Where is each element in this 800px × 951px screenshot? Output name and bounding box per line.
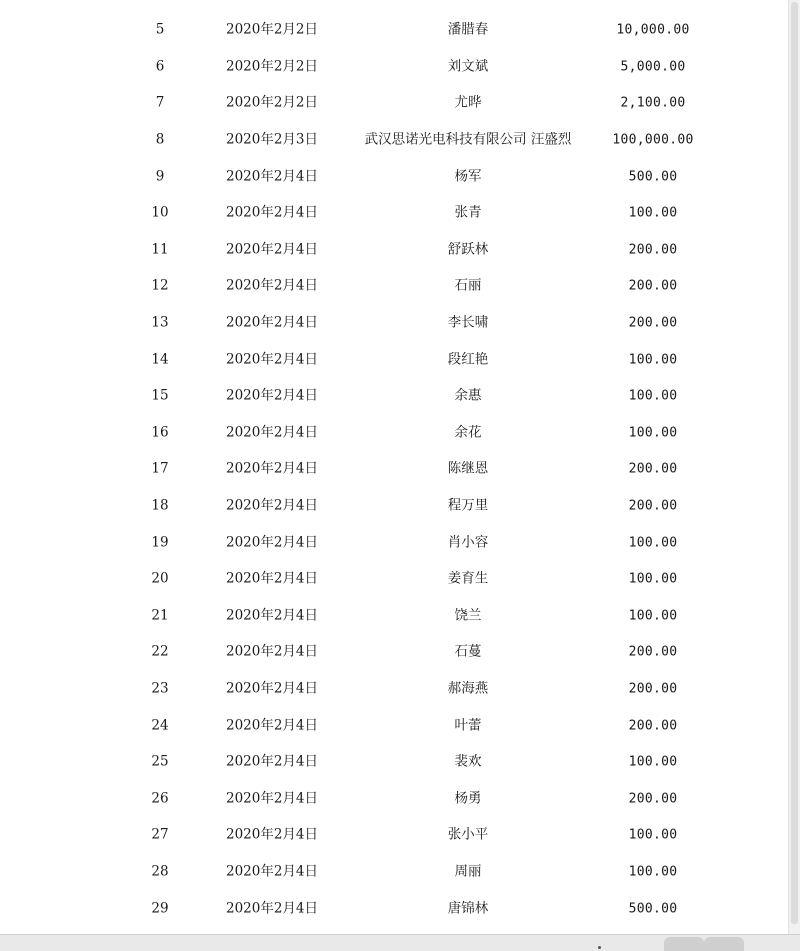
row-number: 10 — [151, 204, 169, 221]
row-amount: 200.00 — [628, 681, 678, 697]
row-number: 7 — [155, 94, 165, 111]
row-amount: 500.00 — [628, 169, 678, 185]
table-row — [0, 524, 788, 561]
row-date: 2020年2月4日 — [225, 497, 319, 514]
row-donor-name: 周丽 — [454, 863, 482, 880]
row-donor-name: 舒跃林 — [447, 241, 489, 258]
row-donor-name: 李长啸 — [447, 314, 489, 331]
row-donor-name: 潘腊春 — [447, 21, 489, 38]
row-date: 2020年2月4日 — [225, 716, 319, 733]
row-date: 2020年2月4日 — [225, 607, 319, 624]
table-row — [0, 634, 788, 671]
row-donor-name: 程万里 — [447, 497, 489, 514]
row-date: 2020年2月2日 — [225, 94, 319, 111]
row-date: 2020年2月4日 — [225, 167, 319, 184]
table-row — [0, 195, 788, 232]
row-number: 22 — [151, 643, 169, 660]
row-amount: 200.00 — [628, 315, 678, 331]
row-amount: 200.00 — [628, 278, 678, 294]
row-amount: 100.00 — [628, 608, 678, 624]
row-date: 2020年2月4日 — [225, 424, 319, 441]
row-date: 2020年2月4日 — [225, 680, 319, 697]
row-donor-name: 饶兰 — [454, 607, 482, 624]
row-date: 2020年2月3日 — [225, 131, 319, 148]
row-donor-name: 张青 — [454, 204, 482, 221]
row-donor-name: 刘文斌 — [447, 58, 489, 75]
table-row — [0, 85, 788, 122]
row-donor-name: 武汉思诺光电科技有限公司 汪盛烈 — [364, 131, 572, 148]
row-number: 9 — [155, 167, 165, 184]
table-row — [0, 854, 788, 891]
table-row — [0, 671, 788, 708]
row-number: 26 — [151, 790, 169, 807]
row-donor-name: 余惠 — [454, 387, 482, 404]
row-number: 13 — [151, 314, 169, 331]
table-row — [0, 817, 788, 854]
row-donor-name: 裴欢 — [454, 753, 482, 770]
table-row — [0, 780, 788, 817]
row-number: 28 — [151, 863, 169, 880]
row-date: 2020年2月4日 — [225, 826, 319, 843]
row-number: 18 — [151, 497, 169, 514]
row-donor-name: 石蔓 — [454, 643, 482, 660]
table-row — [0, 561, 788, 598]
table-row — [0, 707, 788, 744]
row-amount: 100.00 — [628, 827, 678, 843]
row-amount: 200.00 — [628, 242, 678, 258]
row-date: 2020年2月4日 — [225, 387, 319, 404]
row-number: 17 — [151, 460, 169, 477]
cursor-dot-icon — [598, 946, 601, 949]
row-date: 2020年2月4日 — [225, 790, 319, 807]
row-number: 14 — [151, 350, 169, 367]
table-row — [0, 158, 788, 195]
row-number: 27 — [151, 826, 169, 843]
row-amount: 200.00 — [628, 461, 678, 477]
row-amount: 200.00 — [628, 498, 678, 514]
table-row — [0, 12, 788, 49]
row-amount: 10,000.00 — [616, 22, 690, 38]
row-date: 2020年2月4日 — [225, 314, 319, 331]
row-number: 21 — [151, 607, 169, 624]
row-number: 8 — [155, 131, 165, 148]
row-number: 20 — [151, 570, 169, 587]
bottom-button-right[interactable] — [704, 937, 744, 951]
table-row — [0, 598, 788, 635]
row-number: 15 — [151, 387, 169, 404]
row-number: 29 — [151, 899, 169, 916]
row-date: 2020年2月4日 — [225, 899, 319, 916]
row-amount: 100.00 — [628, 388, 678, 404]
row-date: 2020年2月4日 — [225, 753, 319, 770]
row-amount: 100.00 — [628, 754, 678, 770]
row-date: 2020年2月4日 — [225, 863, 319, 880]
row-amount: 100.00 — [628, 535, 678, 551]
table-row — [0, 890, 788, 927]
table-row — [0, 341, 788, 378]
table-row — [0, 744, 788, 781]
row-number: 16 — [151, 424, 169, 441]
vertical-scrollbar[interactable] — [788, 0, 800, 934]
row-amount: 100.00 — [628, 571, 678, 587]
row-date: 2020年2月4日 — [225, 570, 319, 587]
row-date: 2020年2月2日 — [225, 58, 319, 75]
table-row — [0, 232, 788, 269]
row-date: 2020年2月4日 — [225, 241, 319, 258]
row-donor-name: 叶蕾 — [454, 716, 482, 733]
row-number: 23 — [151, 680, 169, 697]
row-amount: 200.00 — [628, 644, 678, 660]
row-date: 2020年2月4日 — [225, 277, 319, 294]
row-donor-name: 杨勇 — [454, 790, 482, 807]
row-donor-name: 郝海燕 — [447, 680, 489, 697]
row-donor-name: 唐锦林 — [447, 899, 489, 916]
table-row — [0, 305, 788, 342]
row-date: 2020年2月4日 — [225, 533, 319, 550]
table-row — [0, 49, 788, 86]
row-amount: 100.00 — [628, 425, 678, 441]
row-donor-name: 段红艳 — [447, 350, 489, 367]
row-amount: 100.00 — [628, 352, 678, 368]
row-amount: 100.00 — [628, 864, 678, 880]
row-donor-name: 陈继恩 — [447, 460, 489, 477]
row-donor-name: 姜育生 — [447, 570, 489, 587]
row-donor-name: 杨军 — [454, 167, 482, 184]
row-donor-name: 肖小容 — [447, 533, 489, 550]
row-number: 24 — [151, 716, 169, 733]
table-row — [0, 268, 788, 305]
row-number: 11 — [151, 241, 169, 258]
row-amount: 200.00 — [628, 791, 678, 807]
row-amount: 100.00 — [628, 205, 678, 221]
row-date: 2020年2月4日 — [225, 204, 319, 221]
row-donor-name: 余花 — [454, 424, 482, 441]
row-number: 19 — [151, 533, 169, 550]
bottom-button-left[interactable] — [664, 937, 704, 951]
row-amount: 2,100.00 — [620, 95, 686, 111]
table-row — [0, 378, 788, 415]
row-donor-name: 尤晔 — [454, 94, 482, 111]
row-date: 2020年2月4日 — [225, 643, 319, 660]
table-row — [0, 415, 788, 452]
row-amount: 5,000.00 — [620, 59, 686, 75]
donation-table — [0, 12, 788, 927]
row-date: 2020年2月2日 — [225, 21, 319, 38]
bottom-toolbar — [0, 934, 800, 951]
row-number: 25 — [151, 753, 169, 770]
table-row — [0, 488, 788, 525]
row-amount: 100,000.00 — [612, 132, 694, 148]
row-amount: 500.00 — [628, 901, 678, 917]
row-date: 2020年2月4日 — [225, 350, 319, 367]
scrollbar-thumb[interactable] — [791, 2, 798, 924]
row-amount: 200.00 — [628, 718, 678, 734]
row-donor-name: 张小平 — [447, 826, 489, 843]
table-row — [0, 122, 788, 159]
row-date: 2020年2月4日 — [225, 460, 319, 477]
row-number: 12 — [151, 277, 169, 294]
row-donor-name: 石丽 — [454, 277, 482, 294]
row-number: 6 — [155, 58, 165, 75]
row-number: 5 — [155, 21, 165, 38]
table-row — [0, 451, 788, 488]
